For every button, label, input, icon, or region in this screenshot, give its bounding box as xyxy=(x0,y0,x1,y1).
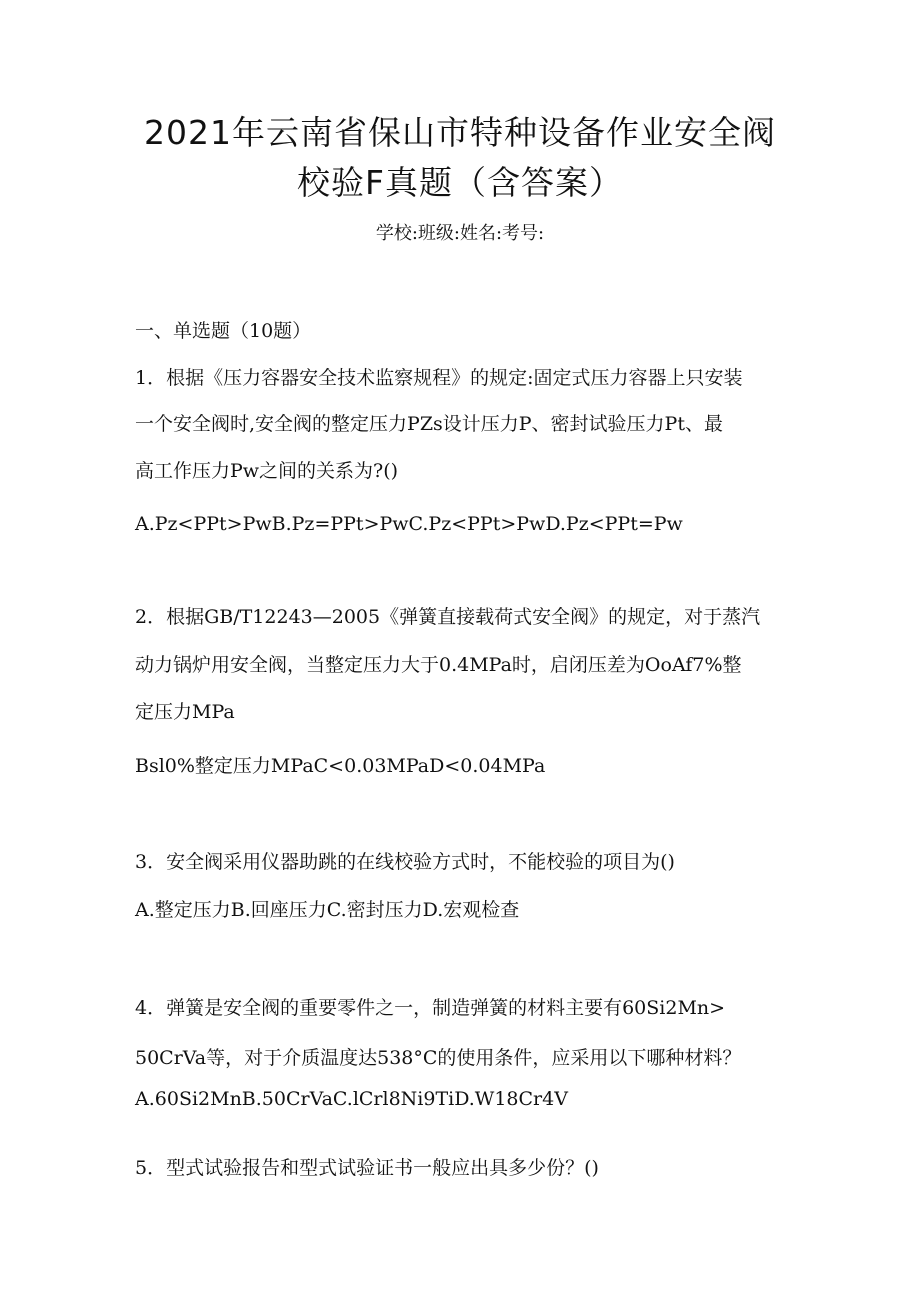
question-1-options: A.Pz<PPt>PwB.Pz=PPt>PwC.Pz<PPt>PwD.Pz<PPt=Pw xyxy=(135,513,683,535)
question-2-line-1: 2．根据GB/T12243—2005《弹簧直接载荷式安全阀》的规定，对于蒸汽 xyxy=(135,606,761,628)
student-info-line: 学校:班级:姓名:考号: xyxy=(375,223,545,244)
question-2-options: Bsl0%整定压力MPaC<0.03MPaD<0.04MPa xyxy=(135,755,546,777)
document-title-line-1: 2021年云南省保山市特种设备作业安全阀 xyxy=(144,113,776,152)
question-3-options: A.整定压力B.回座压力C.密封压力D.宏观检查 xyxy=(135,899,520,921)
document-title-line-2: 校验F真题（含答案） xyxy=(297,163,623,202)
question-4-line-1: 4．弹簧是安全阀的重要零件之一，制造弹簧的材料主要有60Si2Mn> xyxy=(135,997,726,1019)
question-2-line-2: 动力锅炉用安全阀，当整定压力大于0.4MPa时，启闭压差为OoAf7%整 xyxy=(135,654,742,676)
section-heading: 一、单选题（10题） xyxy=(135,320,312,342)
question-4-options: A.60Si2MnB.50CrVaC.lCrl8Ni9TiD.W18Cr4V xyxy=(135,1088,568,1110)
question-1-line-1: 1．根据《压力容器安全技术监察规程》的规定:固定式压力容器上只安装 xyxy=(135,367,743,389)
question-1-line-3: 高工作压力Pw之间的关系为?() xyxy=(135,460,399,482)
question-3-line-1: 3．安全阀采用仪器助跳的在线校验方式时，不能校验的项目为() xyxy=(135,851,675,873)
question-2-line-3: 定压力MPa xyxy=(135,701,235,723)
question-5-line-1: 5．型式试验报告和型式试验证书一般应出具多少份？() xyxy=(135,1157,599,1179)
question-1-line-2: 一个安全阀时,安全阀的整定压力PZs设计压力P、密封试验压力Pt、最 xyxy=(135,413,723,435)
question-4-line-2: 50CrVa等，对于介质温度达538°C的使用条件，应采用以下哪种材料？ xyxy=(135,1047,742,1069)
